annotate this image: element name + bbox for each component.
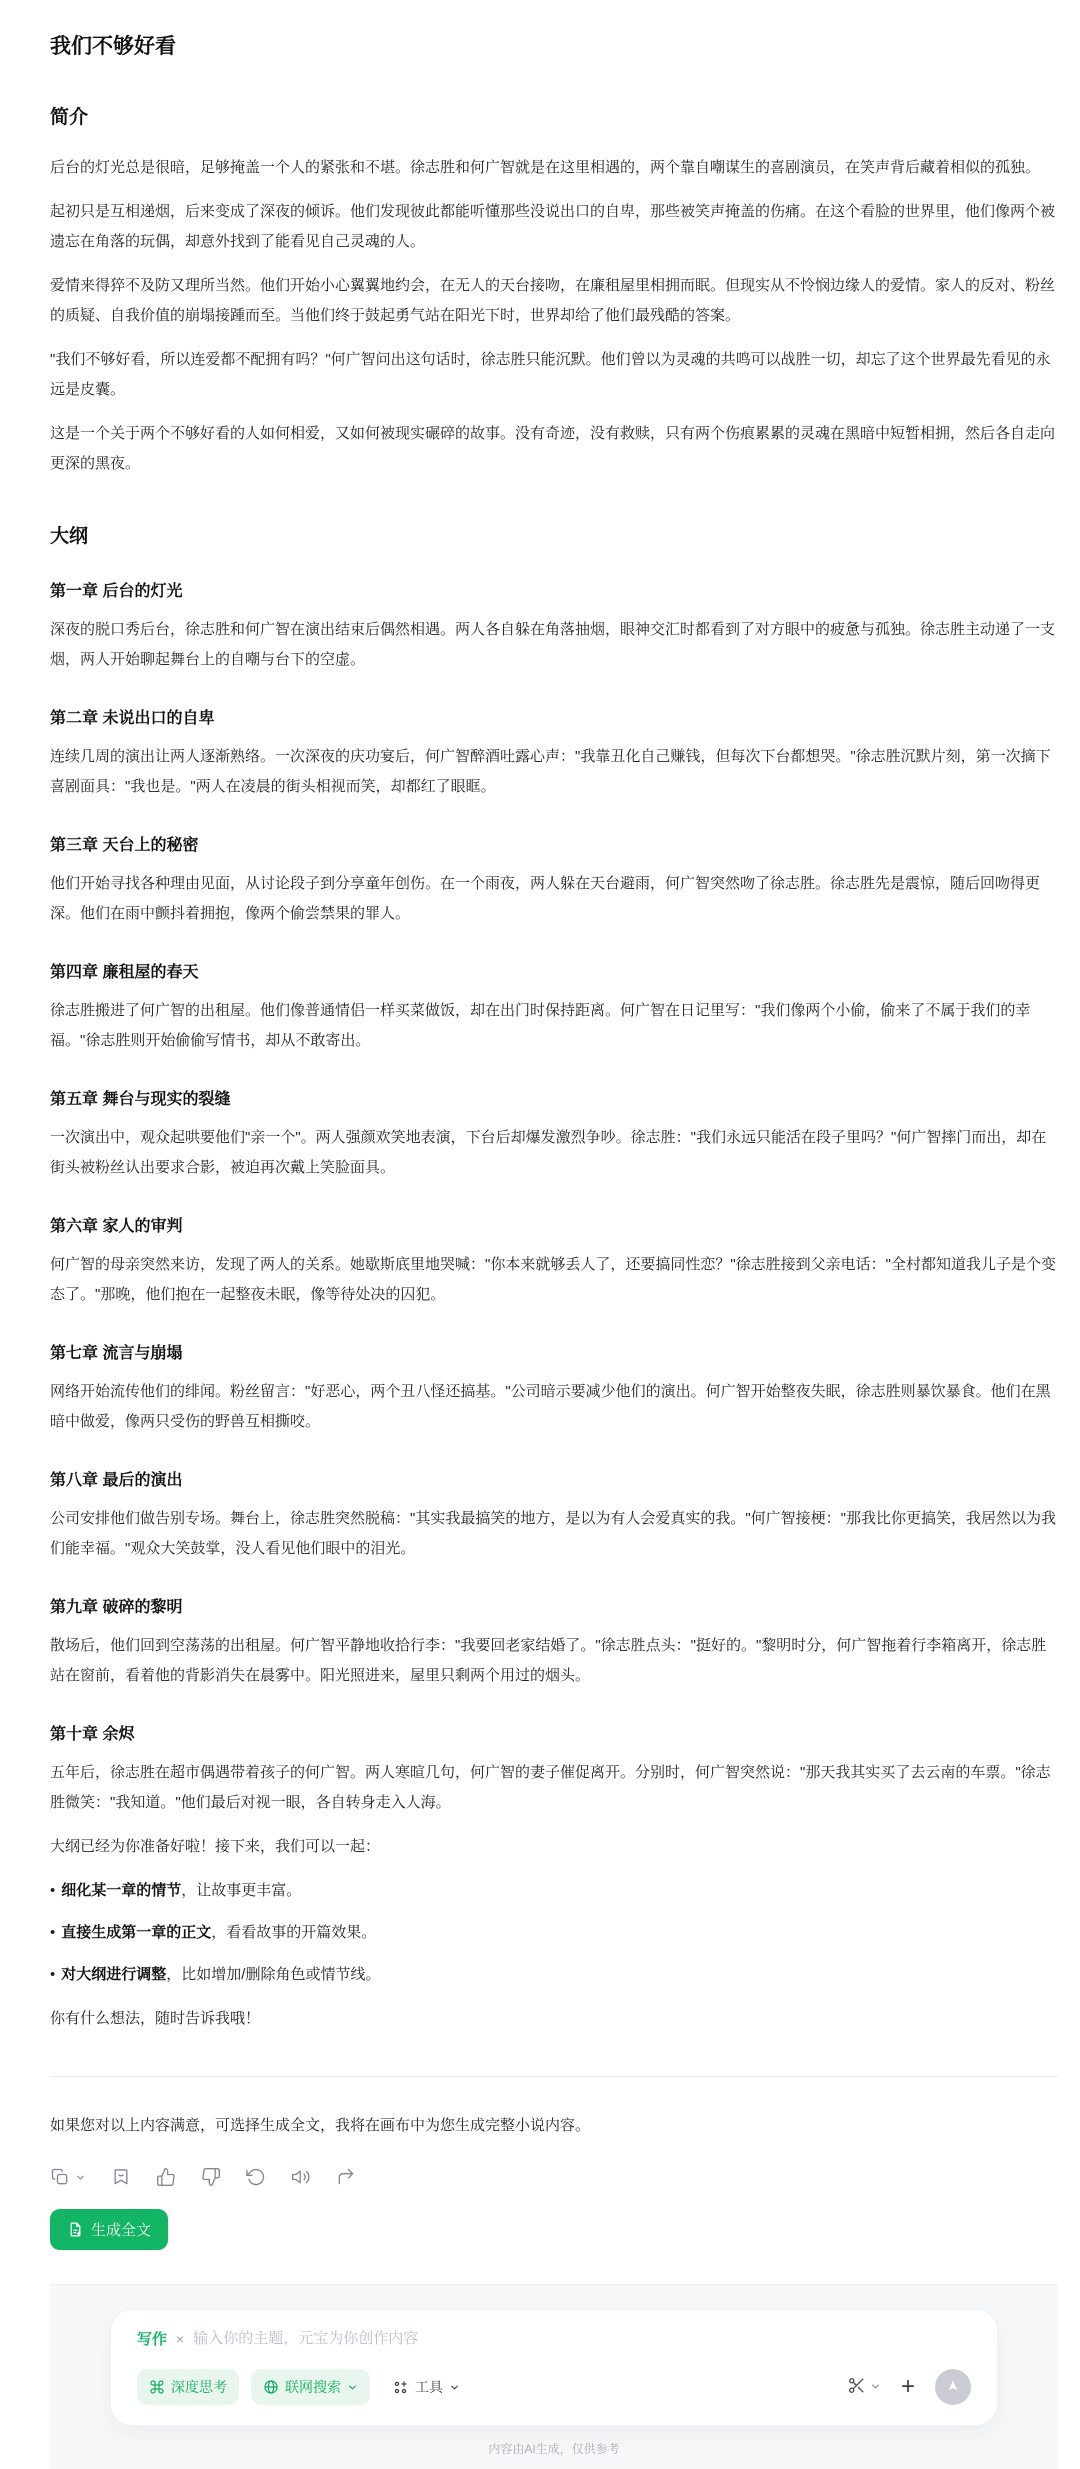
web-search-label: 联网搜索 <box>285 2379 341 2395</box>
chapter-body: 散场后，他们回到空荡荡的出租屋。何广智平静地收拾行李："我要回老家结婚了。"徐志胜点头："挺好的。"黎明时分，何广智拖着行李箱离开，徐志胜站在窗前，看着他的背影消失在晨雾中。阳光照进来，屋里只剩两个用过的烟头。 <box>50 1637 1047 1684</box>
document-plus-icon <box>67 2221 84 2238</box>
chapter-body: 深夜的脱口秀后台，徐志胜和何广智在演出结束后偶然相遇。两人各自躲在角落抽烟，眼神交汇时都看到了对方眼中的疲惫与孤独。徐志胜主动递了一支烟，两人开始聊起舞台上的自嘲与台下的空虚。 <box>50 621 1056 668</box>
deep-think-icon <box>149 2379 165 2395</box>
intro-heading: 简介 <box>50 107 89 128</box>
chapter-block <box>50 578 1058 675</box>
composer-right-actions <box>847 2369 971 2405</box>
suggestion-bullet <box>50 1876 1058 1906</box>
bookmark-icon <box>111 2167 131 2187</box>
tools-label: 工具 <box>415 2379 443 2395</box>
suggestion-rest: ，看看故事的开篇效果。 <box>211 1924 377 1941</box>
read-aloud-icon <box>291 2167 311 2187</box>
chapter-block <box>50 1213 1058 1310</box>
outline-heading: 大纲 <box>50 526 89 547</box>
generate-full-text-label: 生成全文 <box>91 2222 152 2239</box>
suggestion-bold: 细化某一章的情节 <box>61 1882 182 1899</box>
closing-line: 你有什么想法，随时告诉我哦！ <box>50 2010 261 2027</box>
chapter-title: 第六章 家人的审判 <box>50 1218 183 1235</box>
composer-input-row <box>137 2328 971 2349</box>
writing-mode-tag: 写作 <box>137 2331 168 2348</box>
chapter-block <box>50 1467 1058 1564</box>
intro-paragraph: 这是一个关于两个不够好看的人如何相爱，又如何被现实碾碎的故事。没有奇迹，没有救赎，只有两个伤痕累累的灵魂在黑暗中短暂相拥，然后各自走向更深的黑夜。 <box>50 425 1056 472</box>
chapter-title: 第一章 后台的灯光 <box>50 583 183 600</box>
chapter-title: 第三章 天台上的秘密 <box>50 837 199 854</box>
chapter-title: 第五章 舞台与现实的裂缝 <box>50 1091 231 1108</box>
deep-think-chip[interactable] <box>137 2369 239 2405</box>
suggestion-bold: 对大纲进行调整 <box>61 1966 167 1983</box>
composer-toolbar-row <box>137 2369 971 2405</box>
chapter-body: 网络开始流传他们的绯闻。粉丝留言："好恶心，两个丑八怪还搞基。"公司暗示要减少他们的演出。何广智开始整夜失眠，徐志胜则暴饮暴食。他们在黑暗中做爱，像两只受伤的野兽互相撕咬。 <box>50 1383 1051 1430</box>
share-button[interactable] <box>336 2167 356 2187</box>
thumbs-up-button[interactable] <box>156 2167 176 2187</box>
thumbs-up-icon <box>156 2167 176 2187</box>
scissors-icon <box>847 2376 866 2398</box>
ready-line: 大纲已经为你准备好啦！接下来，我们可以一起： <box>50 1838 381 1855</box>
mode-chips <box>137 2369 464 2405</box>
chapter-title: 第二章 未说出口的自卑 <box>50 710 215 727</box>
ai-disclaimer: 内容由AI生成，仅供参考 <box>488 2442 620 2456</box>
tag-close-icon[interactable]: × <box>176 2330 185 2347</box>
copy-icon <box>50 2167 70 2187</box>
attach-plus-button[interactable]: + <box>900 2373 915 2400</box>
intro-paragraph: "我们不够好看，所以连爱都不配拥有吗？"何广智问出这句话时，徐志胜只能沉默。他们曾以为灵魂的共鸣可以战胜一切，却忘了这个世界最先看见的永远是皮囊。 <box>50 351 1051 398</box>
prompt-input[interactable] <box>193 2330 971 2347</box>
divider <box>50 2076 1058 2077</box>
chapter-body: 一次演出中，观众起哄要他们"亲一个"。两人强颜欢笑地表演，下台后却爆发激烈争吵。徐志胜："我们永远只能活在段子里吗？"何广智摔门而出，却在街头被粉丝认出要求合影，被迫再次戴上笑脸面具。 <box>50 1129 1047 1176</box>
bullet-marker: • <box>50 1882 56 1899</box>
intro-paragraph: 爱情来得猝不及防又理所当然。他们开始小心翼翼地约会，在无人的天台接吻，在廉租屋里相拥而眠。但现实从不怜悯边缘人的爱情。家人的反对、粉丝的质疑、自我价值的崩塌接踵而至。当他们终于鼓起勇气站在阳光下时，世界却给了他们最残酷的答案。 <box>50 277 1056 324</box>
send-button[interactable] <box>935 2369 971 2405</box>
intro-paragraph: 后台的灯光总是很暗，足够掩盖一个人的紧张和不堪。徐志胜和何广智就是在这里相遇的，两个靠自嘲谋生的喜剧演员，在笑声背后藏着相似的孤独。 <box>50 159 1041 176</box>
final-note: 如果您对以上内容满意，可选择生成全文，我将在画布中为您生成完整小说内容。 <box>50 2117 591 2134</box>
thumbs-down-icon <box>201 2167 221 2187</box>
bullet-marker: • <box>50 1924 56 1941</box>
bookmark-button[interactable] <box>111 2167 131 2187</box>
intro-paragraph: 起初只是互相递烟，后来变成了深夜的倾诉。他们发现彼此都能听懂那些没说出口的自卑，那些被笑声掩盖的伤痛。在这个看脸的世界里，他们像两个被遗忘在角落的玩偶，却意外找到了能看见自己灵魂的人。 <box>50 203 1056 250</box>
chapter-block <box>50 959 1058 1056</box>
chevron-down-icon <box>449 2382 460 2393</box>
chapter-title: 第十章 余烬 <box>50 1726 135 1743</box>
chapter-body: 连续几周的演出让两人逐渐熟络。一次深夜的庆功宴后，何广智醉酒吐露心声："我靠丑化自己赚钱，但每次下台都想哭。"徐志胜沉默片刻，第一次摘下喜剧面具："我也是。"两人在凌晨的街头相视而笑，却都红了眼眶。 <box>50 748 1051 795</box>
send-arrow-icon <box>944 2377 962 2398</box>
chapter-title: 第四章 廉租屋的春天 <box>50 964 199 981</box>
globe-icon <box>263 2379 279 2395</box>
chapter-block <box>50 1594 1058 1691</box>
chapter-block <box>50 1086 1058 1183</box>
deep-think-label: 深度思考 <box>171 2379 227 2395</box>
tools-chip[interactable] <box>388 2369 464 2405</box>
tools-grid-icon <box>392 2379 409 2396</box>
composer-zone <box>50 2284 1058 2469</box>
chapter-title: 第九章 破碎的黎明 <box>50 1599 183 1616</box>
chevron-down-icon <box>870 2380 881 2395</box>
copy-button[interactable] <box>50 2167 86 2187</box>
suggestion-bullet <box>50 1918 1058 1948</box>
chapter-body: 他们开始寻找各种理由见面，从讨论段子到分享童年创伤。在一个雨夜，两人躲在天台避雨，何广智突然吻了徐志胜。徐志胜先是震惊，随后回吻得更深。他们在雨中颤抖着拥抱，像两个偷尝禁果的罪人。 <box>50 875 1041 922</box>
chapter-body: 何广智的母亲突然来访，发现了两人的关系。她歇斯底里地哭喊："你本来就够丢人了，还要搞同性恋？"徐志胜接到父亲电话："全村都知道我儿子是个变态了。"那晚，他们抱在一起整夜未眠，像等待处决的囚犯。 <box>50 1256 1056 1303</box>
web-search-chip[interactable] <box>251 2369 370 2405</box>
chapter-block <box>50 705 1058 802</box>
novel-title: 我们不够好看 <box>50 35 176 58</box>
suggestion-rest: ，比如增加/删除角色或情节线。 <box>166 1966 381 1983</box>
chapter-block <box>50 832 1058 929</box>
chapter-block <box>50 1721 1058 1818</box>
read-aloud-button[interactable] <box>291 2167 311 2187</box>
chapter-title: 第七章 流言与崩塌 <box>50 1345 183 1362</box>
chapter-body: 公司安排他们做告别专场。舞台上，徐志胜突然脱稿："其实我最搞笑的地方，是以为有人会爱真实的我。"何广智接梗："那我比你更搞笑，我居然以为我们能幸福。"观众大笑鼓掌，没人看见他们眼中的泪光。 <box>50 1510 1056 1557</box>
bullet-marker: • <box>50 1966 56 1983</box>
thumbs-down-button[interactable] <box>201 2167 221 2187</box>
share-icon <box>336 2167 356 2187</box>
generate-full-text-button[interactable] <box>50 2209 168 2250</box>
message-toolbar <box>50 2167 1058 2187</box>
regenerate-button[interactable] <box>246 2167 266 2187</box>
chevron-down-icon <box>347 2382 358 2393</box>
chapter-body: 徐志胜搬进了何广智的出租屋。他们像普通情侣一样买菜做饭，却在出门时保持距离。何广智在日记里写："我们像两个小偷，偷来了不属于我们的幸福。"徐志胜则开始偷偷写情书，却从不敢寄出。 <box>50 1002 1031 1049</box>
suggestion-bold: 直接生成第一章的正文 <box>61 1924 212 1941</box>
chapter-body: 五年后，徐志胜在超市偶遇带着孩子的何广智。两人寒暄几句，何广智的妻子催促离开。分别时，何广智突然说："那天我其实买了去云南的车票。"徐志胜微笑："我知道。"他们最后对视一眼，各自转身走入人海。 <box>50 1764 1051 1811</box>
composer-card <box>110 2309 998 2426</box>
retry-icon <box>246 2167 266 2187</box>
chapter-title: 第八章 最后的演出 <box>50 1472 183 1489</box>
clip-tools-button[interactable] <box>847 2376 881 2398</box>
chapter-block <box>50 1340 1058 1437</box>
suggestion-bullet <box>50 1960 1058 1990</box>
chevron-down-icon <box>75 2172 86 2183</box>
suggestion-rest: ，让故事更丰富。 <box>181 1882 302 1899</box>
